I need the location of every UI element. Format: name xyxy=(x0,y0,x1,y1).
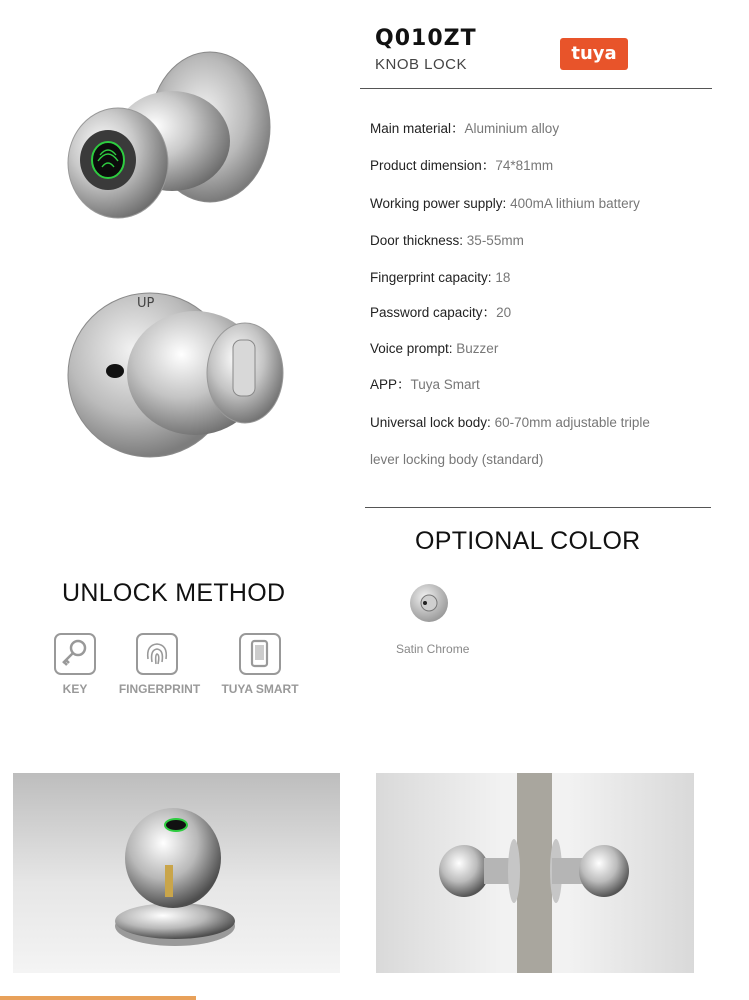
product-model: Q010ZT xyxy=(375,26,477,51)
key-label: KEY xyxy=(62,682,88,696)
key-icon xyxy=(54,633,96,675)
divider xyxy=(360,88,712,89)
accent-bar xyxy=(0,996,196,1000)
spec-row-lock-body-cont: lever locking body (standard) xyxy=(370,452,544,467)
smartphone-icon xyxy=(239,633,281,675)
spec-row-material: Main material：Aluminium alloy xyxy=(370,121,560,136)
spec-row-fingerprint-capacity: Fingerprint capacity: 18 xyxy=(370,270,511,285)
product-photo-installed xyxy=(376,773,694,973)
product-type: KNOB LOCK xyxy=(375,56,468,73)
satin-chrome-swatch xyxy=(410,584,448,622)
door-install-render xyxy=(376,773,694,973)
product-image-front xyxy=(60,45,280,230)
fingerprint-icon xyxy=(136,633,178,675)
spec-row-app: APP：Tuya Smart xyxy=(370,377,480,392)
color-name: Satin Chrome xyxy=(396,642,470,656)
product-photo-angle xyxy=(13,773,340,973)
optional-color-heading: OPTIONAL COLOR xyxy=(415,527,641,555)
spec-row-power: Working power supply: 400mA lithium battery xyxy=(370,196,640,211)
unlock-method-heading: UNLOCK METHOD xyxy=(62,579,286,607)
tuya-smart-label: TUYA SMART xyxy=(221,682,299,696)
spec-row-door-thickness: Door thickness: 35-55mm xyxy=(370,233,524,248)
fingerprint-label: FINGERPRINT xyxy=(118,682,201,696)
product-image-back xyxy=(65,285,290,465)
knob-render-angle xyxy=(13,773,340,973)
divider xyxy=(365,507,711,508)
spec-row-dimension: Product dimension：74*81mm xyxy=(370,158,554,173)
back-plate-up-text: UP xyxy=(137,296,155,311)
spec-row-password-capacity: Password capacity：20 xyxy=(370,305,512,320)
swatch-knob-icon xyxy=(410,584,448,622)
spec-row-lock-body: Universal lock body: 60-70mm adjustable triple xyxy=(370,415,650,430)
spec-row-voice-prompt: Voice prompt: Buzzer xyxy=(370,341,499,356)
tuya-logo: tuya xyxy=(560,38,628,70)
